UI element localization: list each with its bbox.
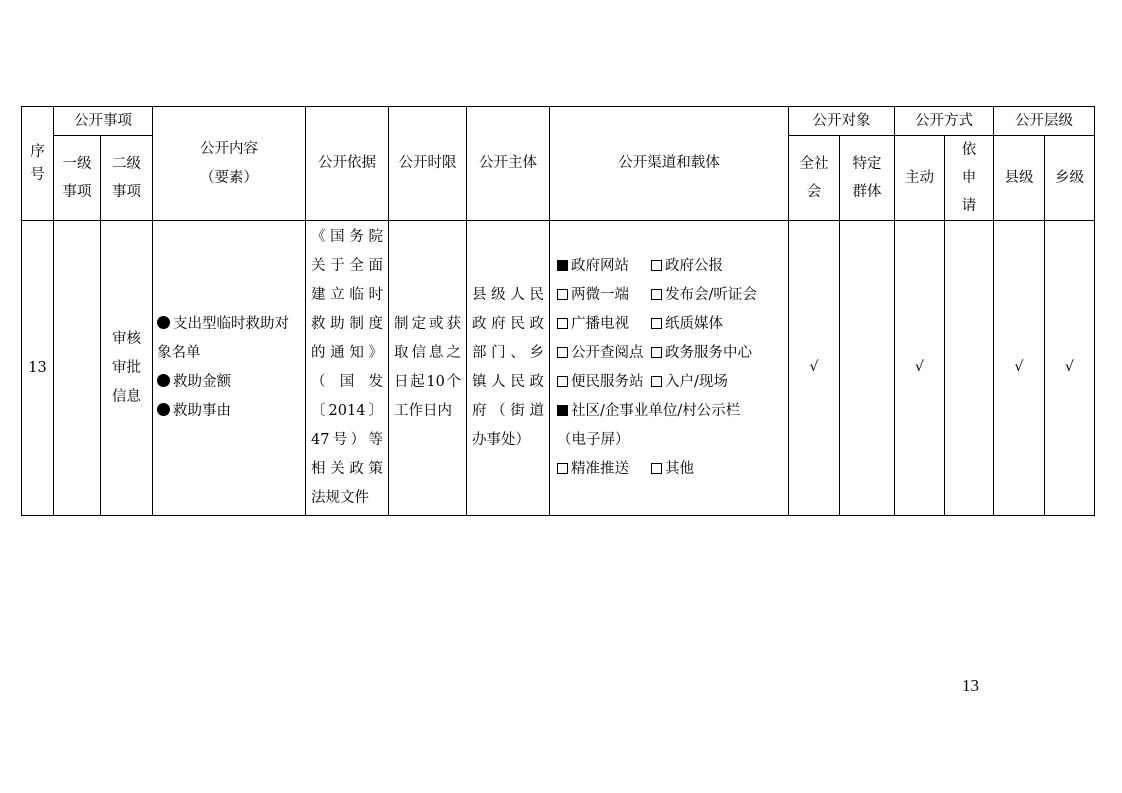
channel-label: 政府公报: [665, 258, 723, 274]
channel-label: 便民服务站: [571, 374, 644, 390]
channel-label: 精准推送: [571, 461, 629, 477]
header-level-group: 公开层级: [994, 107, 1095, 136]
header-row-1: [22, 107, 1095, 136]
header-method-active: 主动: [895, 136, 945, 221]
header-seq-text: 序号: [30, 144, 45, 183]
header-basis: 公开依据: [306, 107, 389, 221]
content-item: [157, 368, 301, 397]
channel-label: 政务服务中心: [665, 345, 752, 361]
header-channels: 公开渠道和载体: [550, 107, 789, 221]
header-level2-text: 二级事项: [112, 156, 141, 200]
bullet-icon: [157, 374, 170, 387]
cell-channels: [550, 221, 789, 516]
table-row: [22, 221, 1095, 516]
cell-seq: 13: [22, 221, 54, 516]
header-method-group: 公开方式: [895, 107, 994, 136]
channel-label: 发布会/听证会: [665, 287, 757, 303]
cell-method-active: √: [895, 221, 945, 516]
header-audience-group: 公开对象: [789, 107, 895, 136]
channel-line: [557, 368, 781, 397]
checkbox-icon: [651, 347, 662, 358]
page-number: 13: [962, 676, 979, 695]
channel-label: 两微一端: [571, 287, 629, 303]
cell-method-request: [945, 221, 994, 516]
checkbox-icon: [651, 318, 662, 329]
cell-audience-all: √: [789, 221, 840, 516]
checkbox-icon: [651, 260, 662, 271]
channel-label: 入户/现场: [665, 374, 728, 390]
channel-line: [557, 426, 781, 455]
content-item: [157, 397, 301, 426]
checkbox-icon: [557, 318, 568, 329]
channel-line: [557, 397, 781, 426]
header-content: [153, 107, 306, 221]
content-item-text: 救助金额: [173, 374, 231, 390]
header-seq: [22, 107, 54, 221]
header-audience-all-text: 全社会: [799, 156, 829, 200]
checked-box-icon: [557, 405, 568, 416]
channel-line: [557, 339, 781, 368]
header-audience-specific-text: 特定群体: [852, 156, 882, 200]
checkbox-icon: [651, 463, 662, 474]
content-item-text: 支出型临时救助对象名单: [157, 316, 289, 361]
header-level1: [54, 136, 101, 221]
content-item: [157, 310, 301, 368]
header-level-township: 乡级: [1045, 136, 1095, 221]
checkbox-icon: [557, 463, 568, 474]
channel-label: 公开查阅点: [571, 345, 644, 361]
cell-level-township: √: [1045, 221, 1095, 516]
checkbox-icon: [557, 289, 568, 300]
disclosure-table: [21, 106, 1095, 516]
channel-label: 广播电视: [571, 316, 629, 332]
header-item-group: 公开事项: [54, 107, 153, 136]
cell-level-county: √: [994, 221, 1045, 516]
bullet-icon: [157, 403, 170, 416]
content-item-text: 救助事由: [173, 403, 231, 419]
cell-content: [153, 221, 306, 516]
header-level2: [101, 136, 153, 221]
header-audience-specific: [840, 136, 895, 221]
channel-line: [557, 252, 781, 281]
channel-label: 纸质媒体: [665, 316, 723, 332]
checked-box-icon: [557, 260, 568, 271]
channel-label: 政府网站: [571, 258, 629, 274]
header-audience-all: [789, 136, 840, 221]
cell-time-limit: 制定或获取信息之日起10个工作日内: [389, 221, 467, 516]
channel-label: 其他: [665, 461, 694, 477]
checkbox-icon: [651, 376, 662, 387]
channel-line: [557, 310, 781, 339]
cell-level2-text: 审核审批信息: [112, 330, 141, 405]
bullet-icon: [157, 316, 170, 329]
cell-level1: [54, 221, 101, 516]
cell-subject: 县级人民政府民政部门、乡镇人民政府（街道办事处）: [467, 221, 550, 516]
channel-line: [557, 281, 781, 310]
checkbox-icon: [557, 347, 568, 358]
cell-audience-specific: [840, 221, 895, 516]
header-level-county: 县级: [994, 136, 1045, 221]
header-time-limit: 公开时限: [389, 107, 467, 221]
cell-basis: 《国务院关于全面建立临时救助制度的通知》（国发〔2014〕47号）等相关政策法规文件: [306, 221, 389, 516]
channel-line: [557, 455, 781, 484]
cell-level2: [101, 221, 153, 516]
checkbox-icon: [557, 376, 568, 387]
channel-label: （电子屏）: [557, 432, 630, 448]
header-level1-text: 一级事项: [62, 156, 92, 200]
header-content-text: 公开内容（要素）: [200, 140, 258, 186]
header-method-request: [945, 136, 994, 221]
header-subject: 公开主体: [467, 107, 550, 221]
channel-label: 社区/企事业单位/村公示栏: [571, 403, 741, 419]
checkbox-icon: [651, 289, 662, 300]
header-method-request-text: 依申请: [961, 142, 977, 214]
